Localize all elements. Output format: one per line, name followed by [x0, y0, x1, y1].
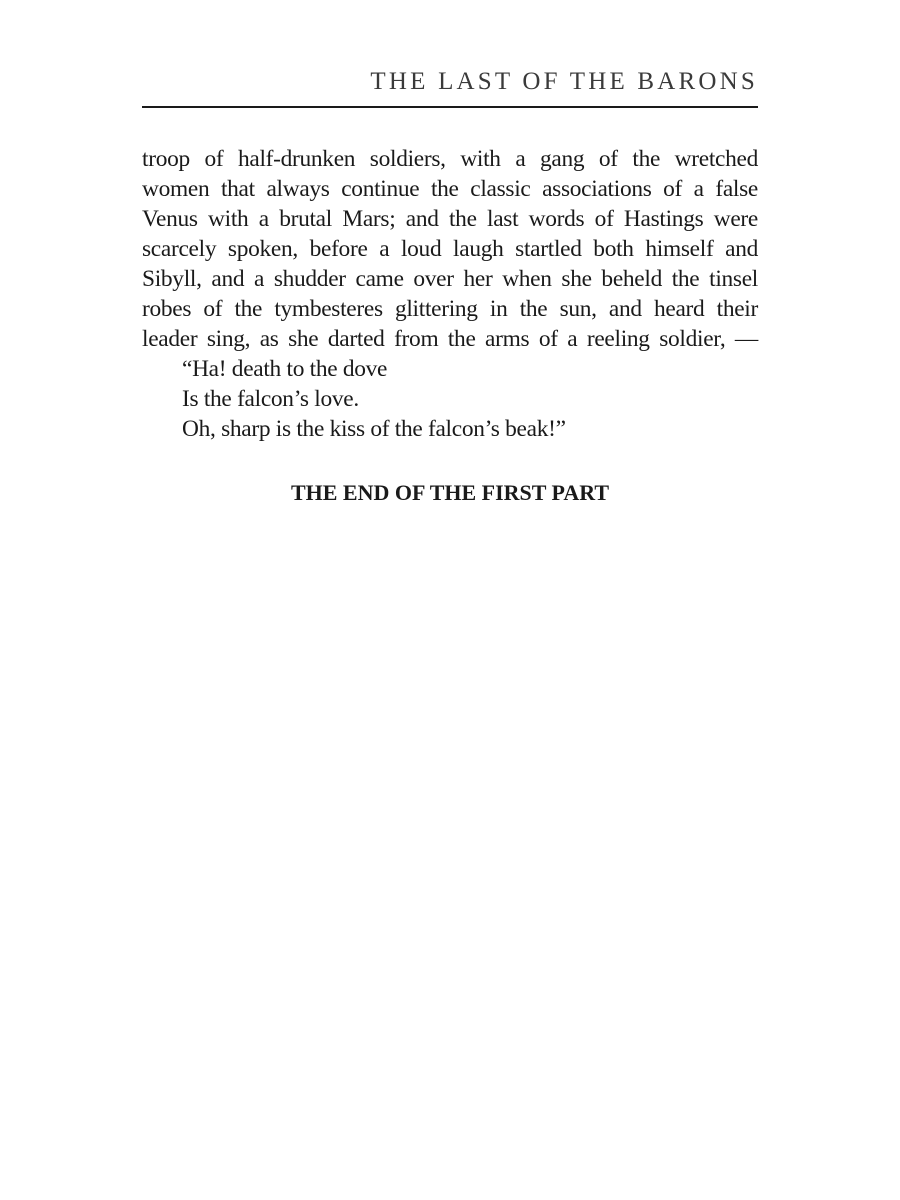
part-end-heading: THE END OF THE FIRST PART: [290, 480, 610, 505]
paragraph-line: troop of half-drunken soldiers, with a gang of the wretched: [142, 146, 758, 172]
paragraph-line: women that always continue the classic associations of a false: [142, 176, 758, 202]
body-text: [142, 144, 758, 444]
verse-line: “Ha! death to the dove: [182, 356, 388, 382]
paragraph-line: Venus with a brutal Mars; and the last words of Hastings were: [142, 206, 758, 232]
header-rule: [142, 106, 758, 108]
paragraph-line: scarcely spoken, before a loud laugh startled both himself and: [142, 236, 758, 262]
running-head: THE LAST OF THE BARONS: [370, 68, 758, 95]
paragraph-line: Sibyll, and a shudder came over her when she beheld the tinsel: [142, 266, 758, 292]
verse-line: Oh, sharp is the kiss of the falcon’s beak!”: [182, 416, 566, 442]
paragraph-line: robes of the tymbesteres glittering in the sun, and heard their: [142, 296, 758, 322]
paragraph-line: leader sing, as she darted from the arms of a reeling soldier, —: [142, 326, 758, 352]
verse-line: Is the falcon’s love.: [182, 386, 359, 412]
